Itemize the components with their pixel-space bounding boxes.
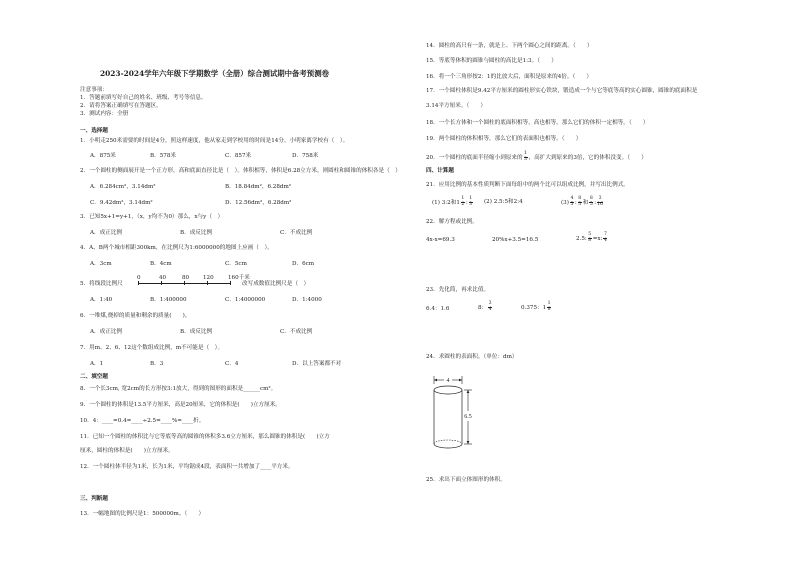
arrow-right-icon [459, 379, 462, 382]
q5-option-b[interactable]: B．1:400000 [150, 297, 187, 303]
q5-option-d[interactable]: D．1:4000 [292, 297, 322, 303]
question-11-cont: 厘米，圆柱的体积是( )立方厘米。 [80, 448, 174, 454]
scale-tick-label: 40 [159, 275, 167, 281]
scale-tick-label: 80 [182, 275, 190, 281]
q1-option-b[interactable]: B．578米 [150, 153, 176, 159]
question-11: 11．已知一个圆柱的体积比与它等底等高的圆锥的体积多3.6立方厘米，那么圆锥的体积是( )立方 [80, 434, 330, 440]
fraction: $\frac{8}{5}$ [578, 196, 582, 207]
q4-option-d[interactable]: D．6cm [292, 261, 315, 267]
q2-option-a[interactable]: A．6.284cm²，3.14dm² [90, 184, 156, 190]
q21-part-2: (2) 2.5:5和2:4 [484, 199, 523, 205]
note-item: 2．请将答案正确填写在答题区。 [80, 103, 162, 109]
q4-option-c[interactable]: C．5cm [225, 261, 247, 267]
fraction: $\frac{8}{5}$ [589, 196, 593, 207]
q5-option-c[interactable]: C．1:4000000 [225, 297, 266, 303]
fraction: $\frac{3}{16}$ [597, 196, 603, 207]
question-19: 19．两个圆柱的体积相等，那么它们的表面积也相等。（ ） [426, 136, 582, 142]
cylinder-top [434, 386, 462, 394]
note-item: 3．测试内容：全册 [80, 111, 129, 117]
question-20-text: ，高扩大到原来的3倍，它的体积没变。（ ） [528, 154, 647, 161]
fraction: $\frac{1}{2}$ [461, 196, 465, 207]
question-23: 23．先化简，再求比值。 [426, 287, 490, 293]
fraction: $\frac{1}{3}$ [469, 196, 473, 207]
question-22: 22．解方程或比例。 [426, 219, 478, 225]
scale-tick-label: 120 [203, 275, 214, 281]
question-20-text: 20．一个圆柱的底面半径缩小到原来的 [426, 154, 523, 161]
question-21: 21．应用比例的基本性质判断下面每组中的两个比可以组成比例，并写出比例式。 [426, 182, 629, 188]
notes-heading: 注意事项： [80, 87, 108, 93]
section-judge: 三、判断题 [80, 496, 108, 502]
height-label: 6.5 [464, 414, 472, 420]
q4-option-a[interactable]: A．3cm [90, 261, 112, 267]
cylinder-bottom-hidden [434, 440, 462, 444]
question-20 [426, 152, 647, 163]
arrow-down-icon [467, 441, 470, 444]
question-18: 18．一个长方体和一个圆柱的底面积相等，高也相等，那么它们的体积一定相等。（ ） [426, 120, 649, 126]
q23-expr-1: 6.4：1.6 [426, 306, 450, 312]
scale-tick [184, 281, 185, 285]
question-9: 9．一个圆柱的体积是13.5平方厘米，高是20厘米，它的体积是( )立方厘米。 [80, 402, 281, 408]
section-choice: 一、选择题 [80, 128, 108, 134]
fraction: $\frac{1}{8}$ [547, 301, 551, 312]
scale-tick [207, 281, 208, 285]
q3-option-c[interactable]: C．不成比例 [280, 230, 313, 236]
q1-option-a[interactable]: A．875米 [90, 153, 116, 159]
q6-option-c[interactable]: C．不成比例 [280, 329, 313, 335]
question-4: 4．A、B两个城市相距300km，在比例尺为1:6000000的地图上应画（ ）。 [80, 245, 273, 251]
question-13: 13．一幅地图的比例尺是1：500000m。（ ） [80, 511, 205, 517]
q5-option-a[interactable]: A．1:40 [90, 297, 113, 303]
q22-equation-3: 2.5: $\frac{5}{8}$ =x: $\frac{7}{4}$ [576, 232, 607, 243]
scale-tick-label: 0 [137, 275, 141, 281]
question-17-cont: 3.14平方厘米。（ ） [426, 103, 486, 109]
q2-option-d[interactable]: D．12.56dm²，6.28dm² [225, 200, 292, 206]
fraction: $\frac{4}{5}$ [570, 196, 574, 207]
arrow-left-icon [434, 379, 437, 382]
q4-option-b[interactable]: B．4cm [150, 261, 172, 267]
question-15: 15．等底等体积的圆锥与圆柱的高比是1:3。（ ） [426, 58, 557, 64]
q21-part-1: (1) 3:2和1 $\frac{1}{2}$ : $\frac{1}{3}$ [432, 196, 473, 207]
question-5-suffix: 改写成数值比例尺是（ ） [242, 281, 310, 287]
q1-option-d[interactable]: D．758米 [292, 153, 319, 159]
question-6: 6．一堆煤,烧掉的质量和剩余的质量( )。 [80, 313, 191, 319]
scale-tick [161, 281, 162, 285]
question-1: 1．小明走250米需要的时间是4分。照这样速度，他从家走到学校用的时间是14分。小明家离学校有（ ）。 [80, 138, 349, 144]
q7-option-a[interactable]: A．1 [90, 361, 104, 367]
question-25: 25．求出下面立体图形的体积。 [426, 477, 506, 483]
q22-equation-2: 20%x+3.5=16.5 [492, 237, 539, 243]
q7-option-d[interactable]: D．以上答案都不对 [292, 361, 342, 367]
question-17: 17．一个圆柱体积是9.42平方厘米的圆柱形实心铁块，锻造成一个与它等底等高的实心圆锥，圆锥的底面积是 [426, 88, 698, 94]
q7-option-c[interactable]: C．4 [225, 361, 239, 367]
q7-option-b[interactable]: B．3 [150, 361, 164, 367]
scale-tick [138, 281, 139, 285]
cylinder-figure [428, 370, 508, 455]
question-24: 24．求圆柱的表面积。（单位：dm） [426, 354, 518, 360]
q23-expr-2: 8： $\frac{3}{4}$ [478, 301, 492, 312]
section-calc: 四、计算题 [426, 168, 454, 174]
q22-equation-1: 4x-x=69.3 [426, 237, 455, 243]
q1-option-c[interactable]: C．857米 [225, 153, 252, 159]
section-fill: 二、填空题 [80, 374, 108, 380]
q2-option-c[interactable]: C．9.42dm²，3.14dm² [90, 200, 153, 206]
q23-expr-3: 0.375：1 $\frac{1}{8}$ [521, 301, 551, 312]
question-10: 10．4：____=0.4=____÷2.5=____%=____折。 [80, 418, 205, 424]
diameter-label: 4 [446, 378, 450, 384]
fraction: $\frac{3}{4}$ [488, 301, 492, 312]
question-12: 12．一个圆柱体半径为1米，长为1米，平均锯成4段，表面积一共增加了____平方米。 [80, 464, 294, 470]
question-3: 3．已知5x+1=y+1，（x，y均不为0）那么，x与y（ ） [80, 214, 224, 220]
q21-part-3: (3) $\frac{4}{5}$ : $\frac{8}{5}$ 和 $\frac{8}{5}$ : $\frac{3}{16}$ [561, 196, 603, 207]
arrow-up-icon [467, 390, 470, 393]
q3-option-a[interactable]: A．成正比例 [90, 230, 123, 236]
question-8: 8．一个长3cm, 宽2cm的长方形按3:1放大，得到的图形的面积是______cm²。 [80, 386, 277, 392]
scale-tick [230, 281, 231, 285]
fraction: $\frac{5}{8}$ [588, 232, 592, 243]
question-5-prefix: 5．将线段比例尺 [80, 281, 123, 287]
q2-option-b[interactable]: B．18.84dm²，6.28dm² [225, 184, 292, 190]
q6-option-a[interactable]: A．成正比例 [90, 329, 123, 335]
note-item: 1．答题前填写好自己的姓名、班级、考号等信息。 [80, 95, 207, 101]
question-16: 16．将一个三角形按2：1的比放大后，面积是原来的4倍。（ ） [426, 74, 593, 80]
fraction: $\frac{1}{3}$ [524, 151, 528, 162]
question-7: 7．用m、2、6、12这个数组成比例，m不可能是（ ）。 [80, 345, 224, 351]
q3-option-b[interactable]: B．成反比例 [180, 230, 213, 236]
fraction: $\frac{7}{4}$ [603, 232, 607, 243]
cylinder-bottom [434, 444, 462, 448]
question-2: 2．一个圆柱的侧面展开是一个正方形，高和底面直径比是（ ）。体积相等，体积是6.28立方米，则圆柱和圆锥的体积各是（ ） [80, 168, 401, 174]
question-14: 14．圆柱的高只有一条，就是上、下两个圆心之间的距离。（ ） [426, 43, 593, 49]
scale-tick-label: 160千米 [228, 275, 250, 281]
q6-option-b[interactable]: B．成反比例 [180, 329, 213, 335]
page-title: 2023-2024学年六年级下学期数学（全册）综合测试期中备考预测卷 [100, 69, 329, 78]
